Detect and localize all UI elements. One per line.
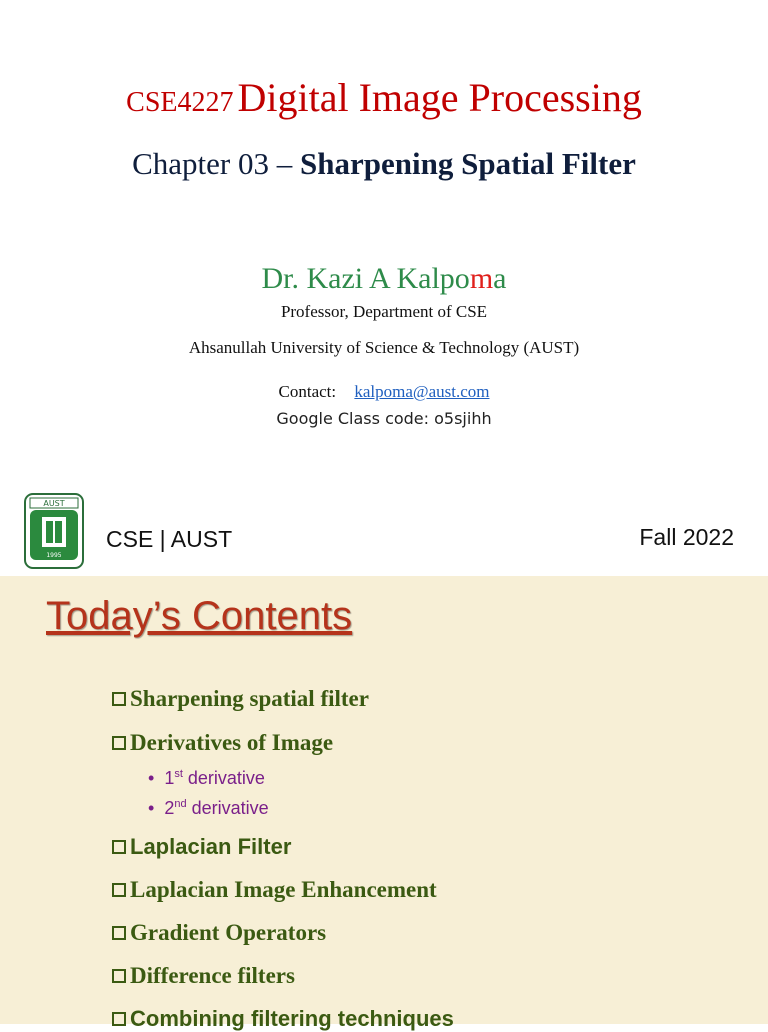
sub-item-num: 2 [164,798,175,818]
logo-text: AUST [43,499,65,508]
author-name [0,262,768,296]
sub-item-text: derivative [182,768,265,788]
contact-line [0,382,768,402]
author-name-part: Dr. Kazi A Kalpo [261,262,470,295]
footer-term: Fall 2022 [639,524,734,550]
contents-item [112,963,295,989]
sub-item-num: 1 [164,768,175,788]
contents-sub-item [148,768,265,789]
contents-item [112,920,326,946]
university-name: Ahsanullah University of Science & Technology (AUST) [188,338,580,357]
sub-item-sup: st [174,768,183,780]
logo-year: 1995 [46,552,62,559]
contents-item [112,834,291,860]
sub-item-sup: nd [174,798,187,810]
footer-org: CSE | AUST [106,526,233,552]
contents-item-label: Sharpening spatial filter [130,686,369,711]
contents-sub-item [148,798,269,819]
contents-title: Today’s Contents [46,594,353,638]
contents-item-label: Combining filtering techniques [130,1006,454,1031]
course-title: Digital Image Processing [237,75,642,120]
course-code: CSE4227 [126,87,234,118]
google-class-code: Google Class code: o5sjihh [276,409,492,428]
checkbox-bullet-icon [112,883,126,897]
bullet-icon: • [148,768,155,788]
checkbox-bullet-icon [112,692,126,706]
chapter-title: Sharpening Spatial Filter [300,146,636,181]
bullet-icon: • [148,798,155,818]
chapter-line [0,146,768,182]
contents-item-label: Difference filters [130,963,295,988]
contents-item-label: Derivatives of Image [130,730,334,755]
contents-item [112,730,333,756]
contact-label: Contact: [278,382,337,401]
contents-item-label: Gradient Operators [130,920,327,945]
aust-logo [24,493,84,569]
course-title-line [0,74,768,121]
contents-item [112,1006,454,1032]
checkbox-bullet-icon [112,969,126,983]
contents-item-label: Laplacian Filter [130,834,292,859]
contents-item-label: Laplacian Image Enhancement [130,877,437,902]
contents-item [112,686,369,712]
checkbox-bullet-icon [112,926,126,940]
contact-email-link[interactable]: kalpoma@aust.com [354,382,490,401]
sub-item-text: derivative [186,798,269,818]
checkbox-bullet-icon [112,840,126,854]
author-position: Professor, Department of CSE [280,302,488,321]
author-name-highlight: m [469,262,494,295]
contents-item [112,877,437,903]
checkbox-bullet-icon [112,736,126,750]
chapter-prefix: Chapter 03 – [132,146,300,181]
contents-slide [0,576,768,1031]
author-name-end: a [493,262,507,295]
